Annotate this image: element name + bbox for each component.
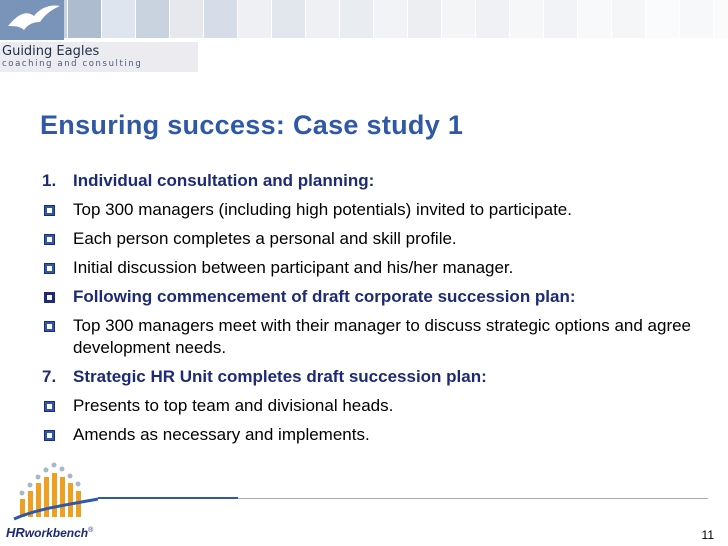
list-item bbox=[40, 424, 700, 446]
header-tile bbox=[170, 0, 203, 38]
header-tile bbox=[680, 0, 713, 38]
header-tile bbox=[102, 0, 135, 38]
bullet-square-icon bbox=[44, 321, 55, 332]
list-item bbox=[40, 395, 700, 417]
header-tile bbox=[238, 0, 271, 38]
bullet-square-icon bbox=[44, 292, 55, 303]
list-number: 1. bbox=[42, 171, 57, 190]
header-tile bbox=[340, 0, 373, 38]
header-tile bbox=[714, 0, 728, 38]
bullet-list bbox=[40, 170, 700, 453]
hrworkbench-wordmark: HRworkbench® bbox=[6, 525, 94, 540]
list-item-text: Amends as necessary and implements. bbox=[73, 425, 370, 444]
header-tile bbox=[544, 0, 577, 38]
bullet-square-icon bbox=[44, 430, 55, 441]
list-item-text: Each person completes a personal and skill profile. bbox=[73, 229, 457, 248]
bullet-square-icon bbox=[44, 234, 55, 245]
header-tile bbox=[68, 0, 101, 38]
list-item bbox=[40, 199, 700, 221]
list-item-text: Following commencement of draft corporate succession plan: bbox=[73, 287, 576, 306]
slide-title: Ensuring success: Case study 1 bbox=[40, 110, 464, 140]
list-item-text: Initial discussion between participant and his/her manager. bbox=[73, 258, 514, 277]
list-item-text: Top 300 managers meet with their manager to discuss strategic options and agree development needs. bbox=[73, 316, 692, 357]
header-tile bbox=[442, 0, 475, 38]
bullet-square-icon bbox=[44, 263, 55, 274]
header-tile bbox=[612, 0, 645, 38]
header-tile bbox=[510, 0, 543, 38]
brand-tagline: coaching and consulting bbox=[2, 59, 143, 69]
header-tile bbox=[374, 0, 407, 38]
list-item bbox=[40, 257, 700, 279]
header-tile bbox=[646, 0, 679, 38]
eagle-logo-icon bbox=[0, 0, 64, 40]
list-item-text: Presents to top team and divisional heads. bbox=[73, 396, 394, 415]
brand-name: Guiding Eagles bbox=[2, 44, 100, 59]
list-item bbox=[40, 228, 700, 250]
list-item bbox=[40, 366, 700, 388]
list-item-text: Strategic HR Unit completes draft succession plan: bbox=[73, 367, 487, 386]
header-tile bbox=[272, 0, 305, 38]
bullet-square-icon bbox=[44, 205, 55, 216]
page-number: 11 bbox=[701, 528, 714, 542]
bullet-square-icon bbox=[44, 401, 55, 412]
list-item-text: Top 300 managers (including high potentials) invited to participate. bbox=[73, 200, 572, 219]
header-tile bbox=[408, 0, 441, 38]
list-number: 7. bbox=[42, 367, 57, 386]
list-item bbox=[40, 286, 700, 308]
header-tile bbox=[578, 0, 611, 38]
list-item bbox=[40, 170, 700, 192]
header-tile bbox=[306, 0, 339, 38]
list-item bbox=[40, 315, 700, 359]
header-tile bbox=[476, 0, 509, 38]
header-tile bbox=[136, 0, 169, 38]
list-item-text: Individual consultation and planning: bbox=[73, 171, 375, 190]
header-tile bbox=[204, 0, 237, 38]
header-tile-strip bbox=[0, 0, 728, 40]
